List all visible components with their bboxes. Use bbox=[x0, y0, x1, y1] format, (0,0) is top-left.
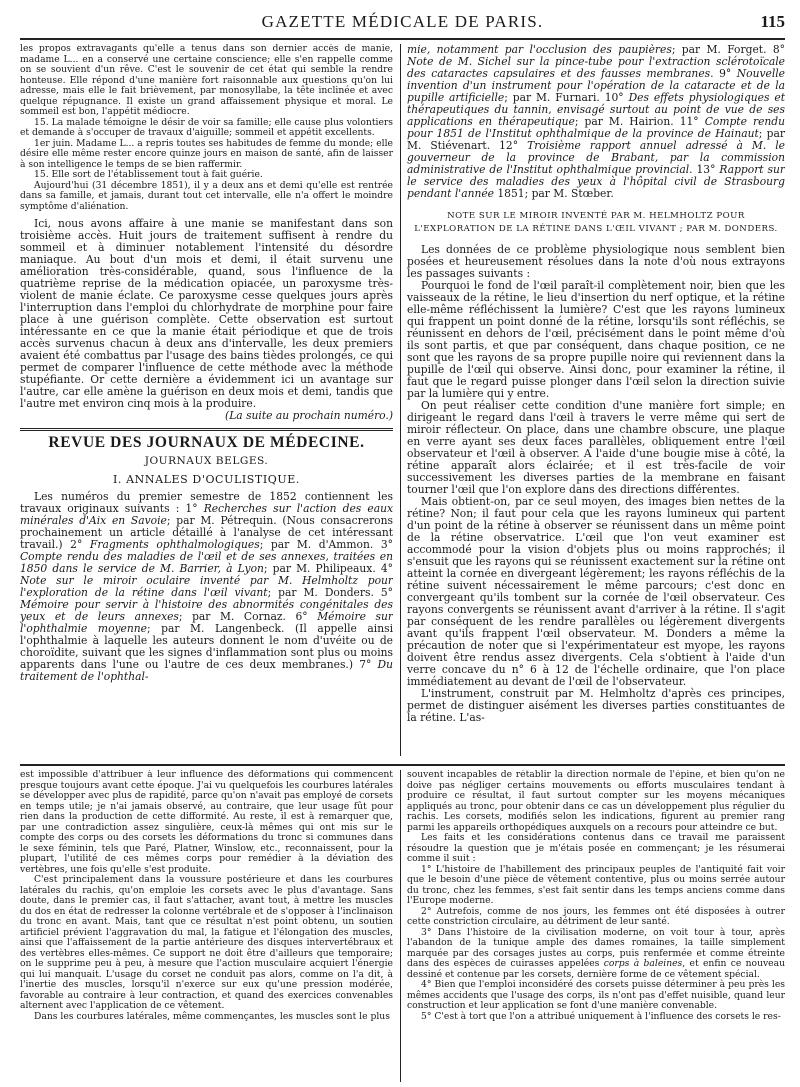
subsection-title: JOURNAUX BELGES. bbox=[144, 455, 269, 468]
paragraph: Pourquoi le fond de l'œil paraît-il complètement noir, bien que les vaisseaux de la rétine, le lieu d'insertion du nerf optique, et la rétine elle-même réfléchissent la lumière? C'est que les rayons lumineux qui frappent un point donné de la rétine, lorsqu'ils sont réfléchis, se réunissent en dehors de l'œil, précisément dans le point même d'où ils sont partis, et que par conséquent, dans chaque position, ce ne sont que les rayons de sa propre pupille noire qui reviennent dans la pupille de l'œil qui observe. Ainsi donc, pour examiner la rétine, il faut que le regard puisse plonger dans l'œil selon la direction suivie par la lumière qui y entre. bbox=[407, 279, 785, 400]
paragraph: Les faits et les considérations contenus dans ce travail me paraissent résoudre la question que je m'étais posée en commençant; je les résumerai comme il suit : bbox=[407, 832, 785, 864]
paragraph: 15. Elle sort de l'établissement tout à fait guérie. bbox=[34, 169, 263, 180]
paragraph: 4° Bien que l'emploi inconsidéré des corsets puisse déterminer à peu près les mêmes accidents que l'usage des corps, ils n'ont pas d'effet nuisible, quand leur construction et leur application se font d'une manière convenable. bbox=[407, 979, 785, 1011]
column-rule bbox=[400, 770, 401, 1082]
paragraph: Ici, nous avons affaire à une manie se manifestant dans son troisième accès. Huit jours de traitement suffisent à rendre du sommeil et à diminuer notablement l'intensité du désordre maniaque. Au bout d'un mois et demi, il était survenu une amélioration très-considérable, quand, sous l'influence de la quatrième reprise de la médication opiacée, un paroxysme très-violent de manie éclate. Ce paroxysme cesse quelques jours après l'interruption dans l'emploi du chlorhydrate de morphine pour faire place à une guérison complète. Cette observation est surtout intéressante en ce que la manie était périodique et que de trois accès survenus chacun à deux ans d'intervalle, les deux premiers avaient été combattus par l'usage des bains tièdes prolongés, ce qui permet de comparer l'influence de cette méthode avec la méthode stupéfiante. Or cette dernière a évidemment ici un avantage sur l'autre, car elle amène la guérison en deux mois et demi, tandis que l'autre met environ cinq mois à la produire. bbox=[20, 217, 393, 410]
paragraph: C'est principalement dans la voussure postérieure et dans les courbures latérales du rachis, qu'on emploie les corsets avec le plus d'avantage. Sans doute, dans le premier cas, il faut s'attacher, avant tout, à mettre les muscles du dos en état de redresser la colonne vertébrale et de s'opposer à l'inclinaison du tronc en avant. Mais, tant que ce résultat n'est point obtenu, un soutien artificiel prévient l'aggravation du mal, la fatigue et l'élongation des muscles, ainsi que l'affaissement de la partie antérieure des disques intervertébraux et des vertèbres elles-mêmes. Ce support ne doit être d'ailleurs que temporaire; on le supprime peu à peu, à mesure que l'action musculaire acquiert l'énergie qui lui manquait. L'usage du corset ne conduit pas alors, comme on l'a dit, à l'inertie des muscles, lorsqu'il n'exerce sur eux qu'une pression modérée, favorable au contraire à leur contraction, et quand des exercices convenables alternent avec l'application de ce vêtement. bbox=[20, 874, 393, 1011]
upper-right-column bbox=[407, 44, 785, 760]
paragraph: souvent incapables de rétablir la direction normale de l'épine, et bien qu'on ne doive pas négliger certains mouvements ou efforts musculaires tendant à produire ce résultat, il faut surtout compter sur les moyens mécaniques appliqués au tronc, pour obtenir dans ce cas un développement plus régulier du rachis. Les corsets, modifiés selon les indications, figurent au premier rang parmi les appareils orthopédiques auxquels on a recours pour atteindre ce but. bbox=[407, 770, 785, 833]
section-title: REVUE DES JOURNAUX DE MÉDECINE. bbox=[48, 434, 365, 451]
paragraph: Mais obtient-on, par ce seul moyen, des images bien nettes de la rétine? Non; il faut pour cela que les rayons lumineux qui partent d'un point de la rétine à observer se réunissent dans un même point de la rétine observatrice. L'œil que l'on veut examiner est accommodé pour la vision d'objets plus ou moins rapprochés; il s'ensuit que les rayons qui se réunissent exactement sur la rétine ont atteint la cornée en divergeant légèrement; les rayons réfléchis de la rétine suivent nécessairement le même parcours; c'est donc en convergeant qu'ils tombent sur la cornée de l'œil observateur. Ces rayons convergents se réunissent avant d'arriver à la rétine. Il s'agit par conséquent de les rendre parallèles ou légèrement divergents avant qu'ils frappent l'œil observateur. M. Donders a même la précaution de noter que si l'expérimentateur est myope, les rayons doivent être rendus assez divergents. Cela s'obtient à l'aide d'un verre concave du n° 6 à 12 de l'échelle ordinaire, que l'on place immédiatement au devant de l'œil de l'observateur. bbox=[407, 495, 785, 688]
paragraph: Aujourd'hui (31 décembre 1851), il y a deux ans et demi qu'elle est rentrée dans sa famille, et jamais, durant tout cet intervalle, elle n'a offert le moindre symptôme d'aliénation. bbox=[20, 179, 393, 212]
upper-left-column bbox=[20, 44, 393, 760]
paragraph: 5° C'est à tort que l'on a attribué uniquement à l'influence des corsets le res- bbox=[421, 1010, 781, 1022]
continuation-note: (La suite au prochain numéro.) bbox=[225, 409, 393, 422]
lower-right-column bbox=[407, 770, 785, 1082]
paragraph: On peut réaliser cette condition d'une manière fort simple; en dirigeant le regard dans l'œil à travers le verre même qui sert de miroir réflecteur. On place, dans une chambre obscure, une plaque en verre ayant ses deux faces parallèles, obliquement entre l'œil observateur et l'œil à observer. A l'aide d'une bougie mise à côté, la rétine apparaît alors éclairée; et il est très-facile de voir successivement les diverses parties de la membrane en faisant tourner l'œil que l'on explore dans des directions différentes. bbox=[407, 399, 785, 496]
paragraph: Les numéros du premier semestre de 1852 contiennent les travaux originaux suivants : 1° Recherches sur l'action des eaux minérales d'Aix en Savoie; par M. Pétrequin. (Nous consacrerons prochainement un article détaillé à l'analyse de cet intéressant travail.) 2° Fragments ophthalmologiques; par M. d'Ammon. 3° Compte rendu des maladies de l'œil et de ses annexes, traitées en 1850 dans le service de M. Barrier, à Lyon; par M. Philipeaux. 4° Note sur le miroir oculaire inventé par M. Helmholtz pour l'exploration de la rétine dans l'œil vivant; par M. Donders. 5° Mémoire pour servir à l'histoire des abnormités congénitales des yeux et de leurs annexes; par M. Cornaz. 6° Mémoire sur l'ophthalmie moyenne; par M. Langenbeck. (Il appelle ainsi l'ophthalmie à laquelle les auteurs donnent le nom d'uvéite ou de choroïdite, suivant que les signes d'inflammation sont plus ou moins apparents dans l'une ou l'autre de ces deux membranes.) 7° Du traitement de l'ophthal- bbox=[20, 490, 393, 684]
paragraph: est impossible d'attribuer à leur influence des déformations qui commencent presque toujours avant cette époque. J'ai vu quelquefois les courbures latérales se développer avec plus de rapidité, parce qu'on n'avait pas employé de corsets en temps utile; je n'ai jamais observé, au contraire, que leur usage fût pour rien dans la production de cette difformité. Au reste, il est à remarquer que, par une contradiction assez singulière, ceux-là mêmes qui ont mis sur le compte des corps ou des corsets les déformations du tronc si communes dans le sexe féminin, tels que Paré, Platner, Winslow, etc., reconnaissent, pour la plupart, l'utilité de ces mêmes corps pour remédier à la déviation des vertèbres, une fois qu'elle s'est produite. bbox=[20, 770, 393, 875]
section-divider bbox=[20, 428, 393, 431]
subsection-title: I. ANNALES D'OCULISTIQUE. bbox=[112, 472, 301, 486]
column-rule bbox=[400, 44, 401, 756]
paragraph: 3° Dans l'histoire de la civilisation moderne, on voit tour à tour, après l'abandon de la tunique ample des dames romaines, la taille simplement marquée par des corsages justes au corps, puis renfermée et comme étreinte dans des espèces de cuirasses appelées corps à baleines, et enfin ce nouveau dessiné et contenue par les corsets, dernière forme de ce vêtement spécial. bbox=[407, 926, 785, 980]
paragraph: Dans les courbures latérales, même commençantes, les muscles sont le plus bbox=[34, 1010, 390, 1022]
paragraph: Les données de ce problème physiologique nous semblent bien posées et heureusement résolues dans la note d'où nous extrayons les passages suivants : bbox=[407, 243, 785, 280]
paragraph: 15. La malade témoigne le désir de voir sa famille; elle cause plus volontiers et demande à s'occuper de travaux d'aiguille; sommeil et appétit excellents. bbox=[20, 116, 393, 138]
paragraph: 1° L'histoire de l'habillement des principaux peuples de l'antiquité fait voir que le besoin d'une pièce de vêtement contentive, plus ou moins serrée autour du tronc, chez les femmes, s'est fait sentir dans les temps anciens comme dans l'Europe moderne. bbox=[407, 863, 785, 906]
paragraph: L'instrument, construit par M. Helmholtz d'après ces principes, permet de distinguer aisément les diverses parties constituantes de la rétine. L'as- bbox=[407, 687, 785, 724]
journal-title: GAZETTE MÉDICALE DE PARIS. bbox=[261, 12, 544, 31]
header-rule bbox=[20, 38, 785, 40]
half-page-rule bbox=[20, 764, 785, 766]
paragraph: les propos extravagants qu'elle a tenus dans son dernier accès de manie, madame L... en a conservé une certaine conscience; elle s'en rappelle comme on se souvient d'un rêve. C'est le souvenir de cet état qui semble la rendre honteuse. Elle répond d'une manière fort raisonnable aux questions qu'on lui adresse, mais elle le fait brièvement, par monosyllabe, la tête inclinée et avec quelque répugnance. Il existe un grand affaissement physique et moral. Le sommeil est bon, l'appétit médiocre. bbox=[20, 44, 393, 117]
paragraph: mie, notamment par l'occlusion des paupières; par M. Forget. 8° Note de M. Sichel sur la pince-tube pour l'extraction sclérotoïcale des cataractes capsulaires et des fausses membranes. 9° Nouvelle invention d'un instrument pour l'opération de la cataracte et de la pupille artificielle; par M. Furnari. 10° Des effets physiologiques et thérapeutiques du tannin, envisagé surtout au point de vue de ses applications en thérapeutique; par M. Hairion. 11° Compte rendu pour 1851 de l'Institut ophthalmique de la province de Hainaut; par M. Stiévenart. 12° Troisième rapport annuel adressé à M. le gouverneur de la province de Brabant, par la commission administrative de l'Institut ophthalmique provincial. 13° Rapport sur le service des maladies des yeux à l'hôpital civil de Strasbourg pendant l'année 1851; par M. Stœber. bbox=[407, 44, 785, 200]
page-header bbox=[20, 10, 785, 38]
page-number: 115 bbox=[760, 12, 785, 31]
paragraph: 1er juin. Madame L... a repris toutes ses habitudes de femme du monde; elle désire elle même rester encore quinze jours en maison de santé, afin de laisser à son intelligence le temps de se bien raffermir. bbox=[20, 137, 393, 170]
paragraph: 2° Autrefois, comme de nos jours, les femmes ont été disposées à outrer cette constriction circulaire, au détriment de leur santé. bbox=[407, 905, 785, 927]
lower-left-column bbox=[20, 770, 393, 1082]
article-title: NOTE SUR LE MIROIR INVENTÉ PAR M. HELMHOLTZ POUR L'EXPLORATION DE LA RÉTINE DANS L'ŒIL VIVANT ; PAR M. DONDERS. bbox=[414, 211, 778, 234]
